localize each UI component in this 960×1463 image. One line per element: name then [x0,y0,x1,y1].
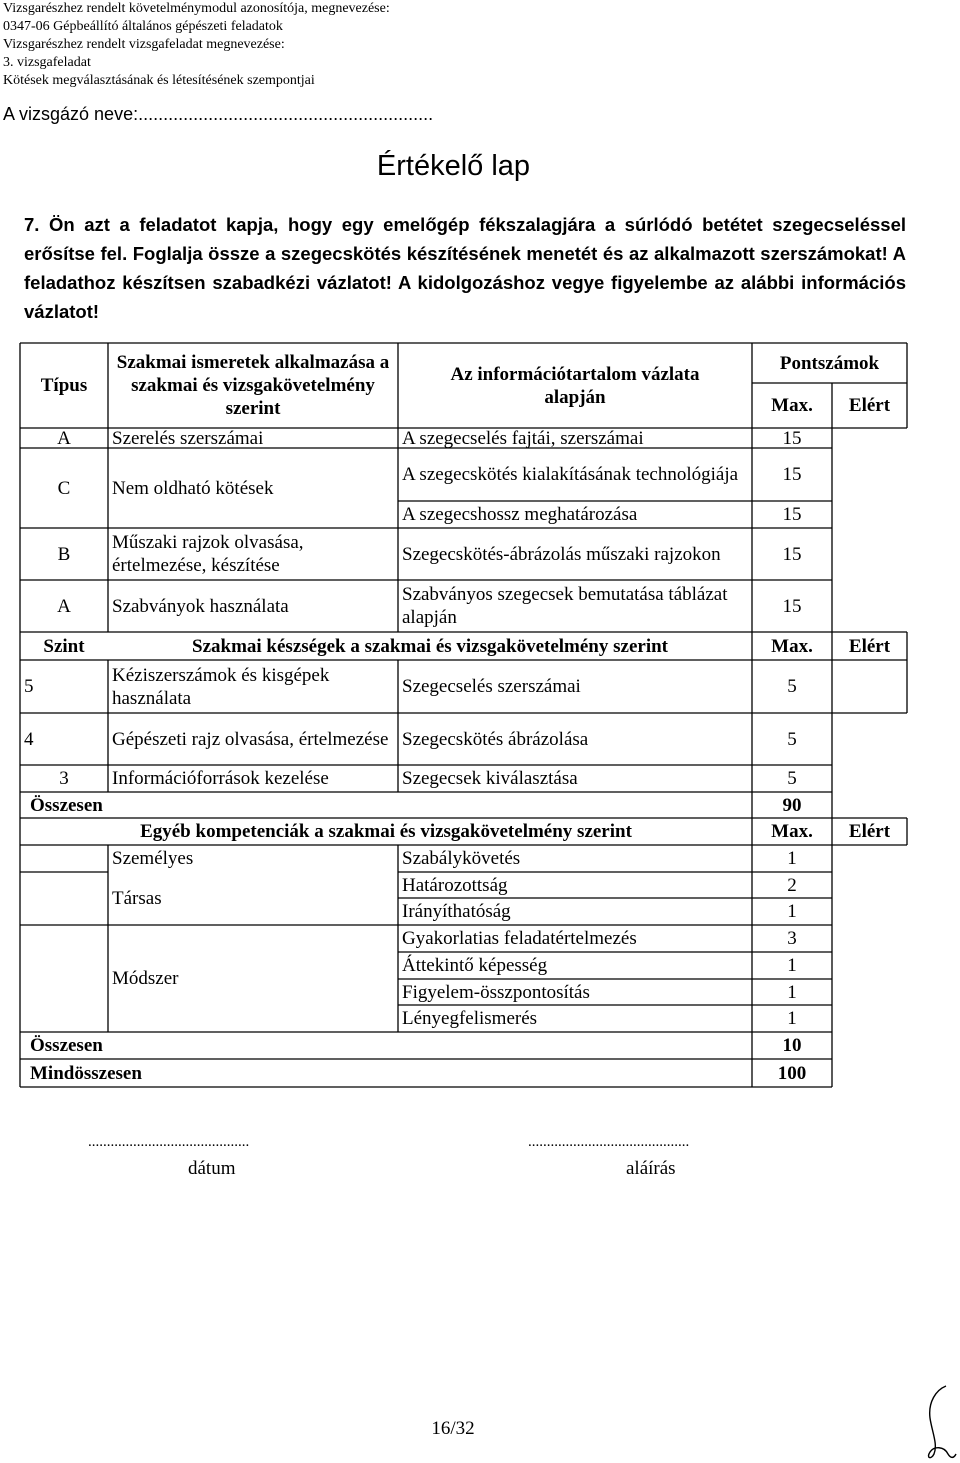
table-cell-type: A [57,595,71,617]
task-description: 7. Ön azt a feladatot kapja, hogy egy emelőgép fékszalagjára a súrlódó betétet szegecseléssel erősítse fel. Foglalja össze a szegecskötés készítésének menetét és az alkalmazott szerszámokat! A feladathoz készítsen szabadkézi vázlatot! A kidolgozáshoz vegye figyelembe az alábbi információs vázlatot! [24,214,906,322]
competence-item: Határozottság [402,874,508,896]
table-cell-content: Szegecskötés-ábrázolás műszaki rajzokon [402,543,721,565]
competence-item: Irányíthatóság [402,901,511,922]
competence-header-achieved: Elért [848,821,891,842]
competence-group-personal: Személyes [112,848,194,869]
table-cell-max: 15 [782,595,802,617]
table-cell-type: A [57,427,71,449]
page-number: 16/32 [431,1418,475,1439]
table-cell-level: 5 [24,676,34,697]
table-cell-skill: Gépészeti rajz olvasása, értelmezése [112,728,389,750]
competence-max: 1 [787,848,797,869]
skills-header-achieved: Elért [848,635,891,657]
competence-max: 3 [787,928,797,949]
competence-item: Gyakorlatias feladatértelmezés [402,928,637,949]
subtotal-label: Összesen [30,794,103,816]
signature-label: aláírás [626,1158,676,1179]
grand-total-label: Mindösszesen [30,1062,142,1084]
competence-max: 1 [787,1008,797,1029]
competence-item: Figyelem-összpontosítás [402,981,590,1003]
table-cell-max: 15 [782,427,802,449]
column-header-max: Max. [771,395,813,416]
column-header-achieved: Elért [848,395,891,416]
skills-header-max: Max. [771,635,813,657]
table-cell-max: 15 [782,543,802,565]
competence-group-method: Módszer [112,968,179,989]
table-cell-content: Szegecsek kiválasztása [402,768,578,789]
competence-max: 2 [787,874,797,896]
table-cell-max: 15 [782,464,802,485]
table-cell-topic: Nem oldható kötések [112,477,274,499]
table-cell-content: A szegecskötés kialakításának technológiája [402,464,739,485]
handwritten-initials-mark [918,1382,958,1462]
table-cell-type: C [57,477,71,499]
skills-header-level: Szint [43,635,85,657]
competence-item: Szabálykövetés [402,848,521,869]
table-cell-topic: Szerelés szerszámai [112,427,264,449]
table-cell-level: 4 [24,728,34,750]
table-cell-content: Szabványos szegecsek bemutatása táblázat alapján [402,584,728,628]
header-line: Vizsgarészhez rendelt vizsgafeladat megnevezése: [3,37,285,52]
grand-total-value: 100 [777,1062,807,1084]
competence-item: Áttekintő képesség [402,955,548,976]
column-header-content: Az információtartalom vázlata alapján [450,363,700,408]
column-header-points: Pontszámok [779,352,880,374]
subtotal-label: Összesen [30,1035,103,1056]
competence-header-label: Egyéb kompetenciák a szakmai és vizsgakövetelmény szerint [140,821,632,842]
header-line: 3. vizsgafeladat [3,55,91,70]
skills-header-label: Szakmai készségek a szakmai és vizsgakövetelmény szerint [192,635,668,657]
table-cell-content: A szegecselés fajtái, szerszámai [402,427,644,449]
competence-max: 1 [787,981,797,1003]
competence-group-social: Társas [112,888,162,909]
header-line: Kötések megválasztásának és létesítésének szempontjai [3,73,315,88]
date-dotted-line: ........................................... [88,1134,250,1150]
table-cell-skill: Kéziszerszámok és kisgépek használata [112,664,330,709]
table-cell-topic: Műszaki rajzok olvasása, értelmezése, készítése [112,532,304,576]
competence-max: 1 [787,955,797,976]
header-line: 0347-06 Gépbeállító általános gépészeti feladatok [3,19,283,34]
table-cell-max: 5 [787,676,797,697]
header-line: Vizsgarészhez rendelt követelménymodul azonosítója, megnevezése: [3,1,390,16]
table-cell-content: Szegecselés szerszámai [402,676,581,697]
competence-max: 1 [787,901,797,922]
table-cell-max: 5 [787,768,797,789]
subtotal-value: 90 [782,794,802,816]
table-cell-type: B [57,543,71,565]
table-cell-content: A szegecshossz meghatározása [402,504,638,525]
competence-item: Lényegfelismerés [402,1008,538,1029]
page-title: Értékelő lap [376,150,531,182]
date-label: dátum [188,1158,236,1179]
table-cell-max: 15 [782,504,802,525]
signature-dotted-line: ........................................... [528,1134,690,1150]
table-cell-topic: Szabványok használata [112,595,289,617]
column-header-type: Típus [40,375,88,396]
table-cell-skill: Információforrások kezelése [112,768,329,789]
column-header-knowledge: Szakmai ismeretek alkalmazása a szakmai és vizsgakövetelmény szerint [116,352,390,419]
table-cell-content: Szegecskötés ábrázolása [402,728,589,750]
subtotal-value: 10 [782,1035,802,1056]
table-cell-level: 3 [59,768,69,789]
table-cell-max: 5 [787,728,797,750]
examinee-name-line: A vizsgázó neve:........................................................... [3,104,434,124]
competence-header-max: Max. [771,821,813,842]
